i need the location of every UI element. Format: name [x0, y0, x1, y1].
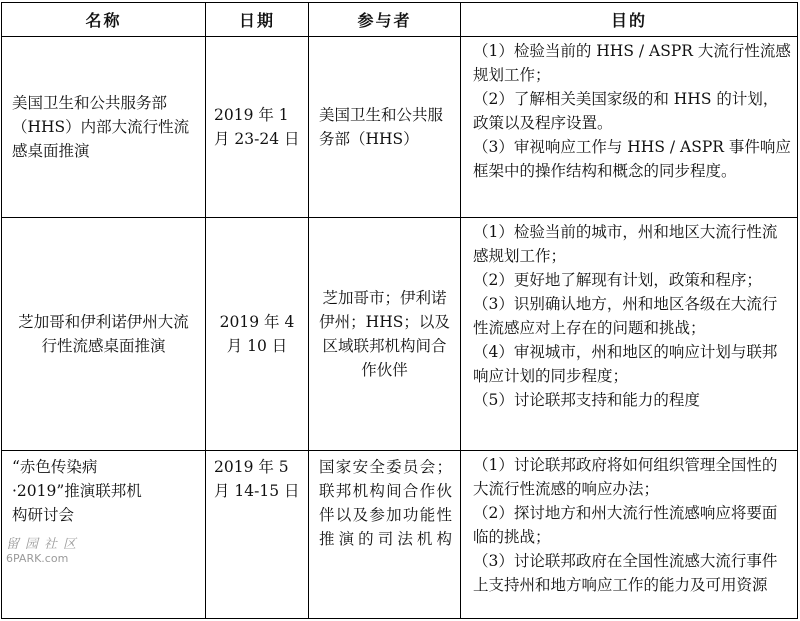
exercise-participants-cell [309, 37, 461, 218]
exercise-participants-cell [309, 218, 461, 450]
table-row [2, 450, 798, 618]
exercise-name-cell [2, 218, 206, 450]
exercise-name: 芝加哥和伊利诺伊州大流行性流感桌面推演 [18, 312, 189, 355]
exercise-date-cell [206, 37, 309, 218]
header-participants: 参与者 [309, 3, 461, 37]
exercise-date-cell [206, 450, 309, 618]
purpose-item: （2）了解相关美国家级的和 HHS 的计划，政策以及程序设置。 [473, 90, 779, 132]
exercise-name: 美国卫生和公共服务部（HHS）内部大流行性流感桌面推演 [12, 94, 190, 161]
exercise-date: 2019 年 4 月 10 日 [219, 312, 295, 355]
exercise-participants: 美国卫生和公共服务部（HHS） [319, 106, 444, 149]
header-name: 名称 [2, 3, 206, 37]
purpose-item: （3）讨论联邦政府在全国性流感大流行事件上支持州和地方响应工作的能力及可用资源 [473, 551, 778, 594]
purpose-item: （4）审视城市，州和地区的响应计划与联邦响应计划的同步程度； [473, 343, 778, 386]
exercise-purpose-cell [461, 37, 798, 218]
purpose-item: （3）审视响应工作与 HHS / ASPR 事件响应框架中的操作结构和概念的同步程度。 [473, 138, 791, 180]
purpose-item: （1）讨论联邦政府将如何组织管理全国性的大流行性流感的响应办法； [473, 455, 778, 498]
table-row [2, 37, 798, 218]
exercise-table [1, 2, 798, 619]
exercise-name: “赤色传染病·2019”推演联邦机构研讨会 [12, 457, 142, 524]
table-row [2, 218, 798, 450]
purpose-item: （3）识别确认地方，州和地区各级在大流行性流感应对上存在的问题和挑战； [473, 295, 778, 338]
exercise-participants-cell [309, 450, 461, 618]
header-purpose: 目的 [461, 3, 798, 37]
table-header-row [2, 3, 798, 37]
purpose-item: （2）更好地了解现有计划，政策和程序； [473, 271, 762, 290]
purpose-item: （1）检验当前的 HHS / ASPR 大流行性流感规划工作； [473, 42, 791, 84]
watermark-chinese: 留园社区 [6, 537, 83, 552]
exercise-participants: 国家安全委员会；联邦机构间合作伙伴以及参加功能性推演的司法机构 [319, 457, 452, 548]
exercise-date: 2019 年 1 月 23-24 日 [214, 106, 300, 149]
exercise-name-cell [2, 450, 206, 618]
header-date: 日期 [206, 3, 309, 37]
exercise-date: 2019 年 5 月 14-15 日 [214, 457, 300, 500]
watermark-english: 6PARK.com [6, 552, 69, 565]
purpose-item: （5）讨论联邦支持和能力的程度 [473, 391, 700, 410]
exercise-purpose-cell [461, 450, 798, 618]
exercise-purpose-cell [461, 218, 798, 450]
site-watermark [6, 538, 82, 566]
exercise-date-cell [206, 218, 309, 450]
purpose-item: （1）检验当前的城市，州和地区大流行性流感规划工作； [473, 223, 778, 266]
purpose-item: （2）探讨地方和州大流行性流感响应将要面临的挑战； [473, 503, 778, 546]
exercise-participants: 芝加哥市；伊利诺伊州；HHS；以及区域联邦机构间合作伙伴 [319, 288, 450, 379]
exercise-name-cell [2, 37, 206, 218]
